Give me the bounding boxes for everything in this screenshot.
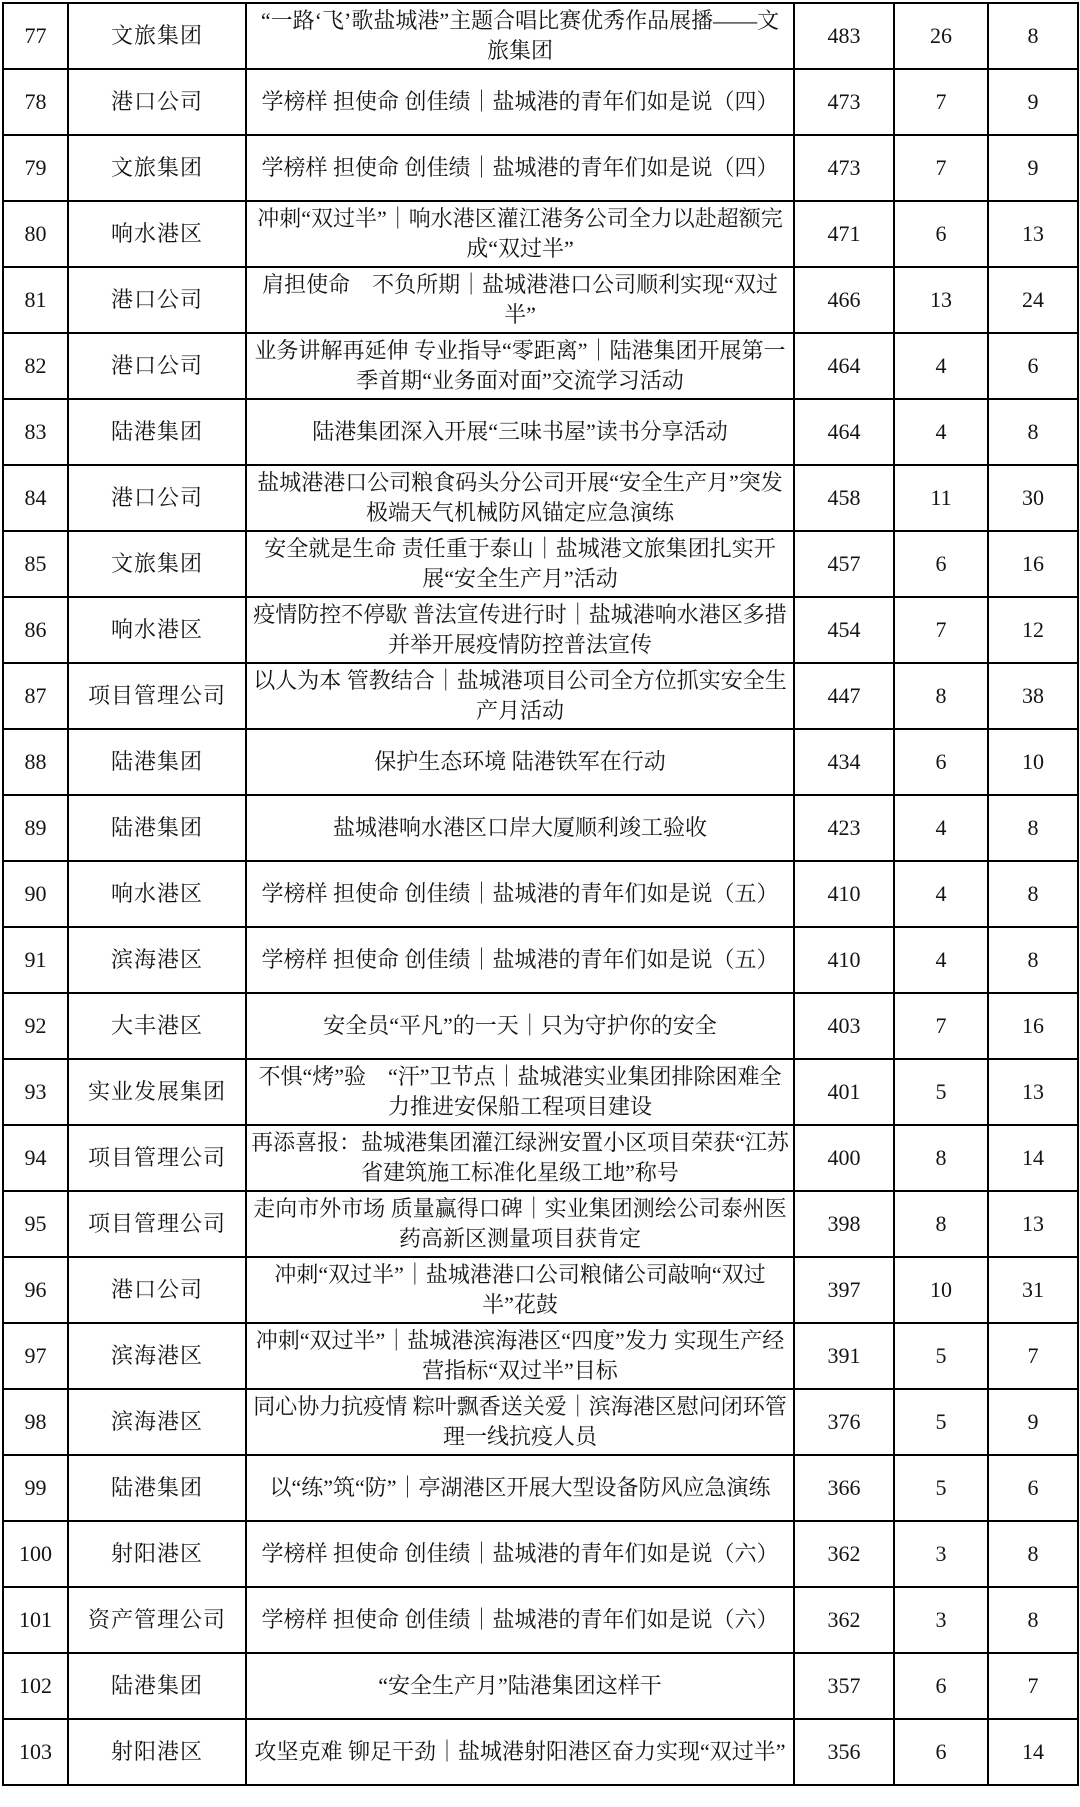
org-cell: 陆港集团: [68, 1455, 246, 1521]
likes-cell: 7: [894, 69, 988, 135]
org-cell: 资产管理公司: [68, 1587, 246, 1653]
views-cell: 473: [794, 135, 894, 201]
table-row: [3, 1587, 1078, 1653]
table-row: [3, 729, 1078, 795]
shares-cell: 24: [988, 267, 1078, 333]
org-cell: 响水港区: [68, 597, 246, 663]
rank-cell: 93: [3, 1059, 68, 1125]
views-cell: 356: [794, 1719, 894, 1785]
views-cell: 447: [794, 663, 894, 729]
likes-cell: 4: [894, 333, 988, 399]
views-cell: 376: [794, 1389, 894, 1455]
likes-cell: 11: [894, 465, 988, 531]
org-cell: 港口公司: [68, 267, 246, 333]
likes-cell: 7: [894, 135, 988, 201]
views-cell: 423: [794, 795, 894, 861]
title-cell: 学榜样 担使命 创佳绩｜盐城港的青年们如是说（五）: [246, 861, 794, 927]
table-row: [3, 3, 1078, 69]
org-cell: 响水港区: [68, 861, 246, 927]
table-row: [3, 399, 1078, 465]
shares-cell: 30: [988, 465, 1078, 531]
title-cell: “安全生产月”陆港集团这样干: [246, 1653, 794, 1719]
org-cell: 文旅集团: [68, 135, 246, 201]
shares-cell: 9: [988, 135, 1078, 201]
likes-cell: 26: [894, 3, 988, 69]
rank-cell: 80: [3, 201, 68, 267]
views-cell: 457: [794, 531, 894, 597]
table-row: [3, 69, 1078, 135]
views-cell: 466: [794, 267, 894, 333]
org-cell: 项目管理公司: [68, 1125, 246, 1191]
title-cell: 学榜样 担使命 创佳绩｜盐城港的青年们如是说（四）: [246, 135, 794, 201]
shares-cell: 8: [988, 795, 1078, 861]
table-row: [3, 597, 1078, 663]
title-cell: 盐城港港口公司粮食码头分公司开展“安全生产月”突发极端天气机械防风锚定应急演练: [246, 465, 794, 531]
article-stats-table: [2, 2, 1079, 1786]
table-row: [3, 861, 1078, 927]
likes-cell: 4: [894, 927, 988, 993]
org-cell: 陆港集团: [68, 399, 246, 465]
views-cell: 391: [794, 1323, 894, 1389]
shares-cell: 31: [988, 1257, 1078, 1323]
title-cell: 学榜样 担使命 创佳绩｜盐城港的青年们如是说（五）: [246, 927, 794, 993]
likes-cell: 6: [894, 201, 988, 267]
views-cell: 464: [794, 399, 894, 465]
title-cell: 安全员“平凡”的一天｜只为守护你的安全: [246, 993, 794, 1059]
org-cell: 射阳港区: [68, 1521, 246, 1587]
org-cell: 滨海港区: [68, 1389, 246, 1455]
shares-cell: 8: [988, 861, 1078, 927]
table-row: [3, 333, 1078, 399]
views-cell: 473: [794, 69, 894, 135]
title-cell: 学榜样 担使命 创佳绩｜盐城港的青年们如是说（四）: [246, 69, 794, 135]
rank-cell: 99: [3, 1455, 68, 1521]
org-cell: 陆港集团: [68, 795, 246, 861]
title-cell: “一路‘飞’歌盐城港”主题合唱比赛优秀作品展播——文旅集团: [246, 3, 794, 69]
title-cell: 肩担使命 不负所期｜盐城港港口公司顺利实现“双过半”: [246, 267, 794, 333]
rank-cell: 77: [3, 3, 68, 69]
rank-cell: 87: [3, 663, 68, 729]
rank-cell: 83: [3, 399, 68, 465]
likes-cell: 8: [894, 1125, 988, 1191]
shares-cell: 14: [988, 1719, 1078, 1785]
likes-cell: 4: [894, 399, 988, 465]
shares-cell: 6: [988, 1455, 1078, 1521]
rank-cell: 103: [3, 1719, 68, 1785]
likes-cell: 6: [894, 729, 988, 795]
title-cell: 以“练”筑“防”｜亭湖港区开展大型设备防风应急演练: [246, 1455, 794, 1521]
title-cell: 再添喜报：盐城港集团灌江绿洲安置小区项目荣获“江苏省建筑施工标准化星级工地”称号: [246, 1125, 794, 1191]
shares-cell: 38: [988, 663, 1078, 729]
views-cell: 362: [794, 1521, 894, 1587]
shares-cell: 6: [988, 333, 1078, 399]
rank-cell: 84: [3, 465, 68, 531]
likes-cell: 6: [894, 1653, 988, 1719]
table-row: [3, 1455, 1078, 1521]
views-cell: 403: [794, 993, 894, 1059]
likes-cell: 8: [894, 1191, 988, 1257]
title-cell: 学榜样 担使命 创佳绩｜盐城港的青年们如是说（六）: [246, 1521, 794, 1587]
views-cell: 434: [794, 729, 894, 795]
likes-cell: 6: [894, 531, 988, 597]
likes-cell: 7: [894, 597, 988, 663]
rank-cell: 102: [3, 1653, 68, 1719]
org-cell: 实业发展集团: [68, 1059, 246, 1125]
shares-cell: 8: [988, 927, 1078, 993]
title-cell: 疫情防控不停歇 普法宣传进行时｜盐城港响水港区多措并举开展疫情防控普法宣传: [246, 597, 794, 663]
views-cell: 357: [794, 1653, 894, 1719]
views-cell: 483: [794, 3, 894, 69]
org-cell: 港口公司: [68, 333, 246, 399]
table-row: [3, 201, 1078, 267]
table-row: [3, 1653, 1078, 1719]
shares-cell: 8: [988, 399, 1078, 465]
title-cell: 不惧“烤”验 “汗”卫节点｜盐城港实业集团排除困难全力推进安保船工程项目建设: [246, 1059, 794, 1125]
likes-cell: 5: [894, 1059, 988, 1125]
likes-cell: 5: [894, 1389, 988, 1455]
views-cell: 362: [794, 1587, 894, 1653]
likes-cell: 5: [894, 1455, 988, 1521]
table-row: [3, 993, 1078, 1059]
rank-cell: 101: [3, 1587, 68, 1653]
table-row: [3, 1323, 1078, 1389]
likes-cell: 3: [894, 1587, 988, 1653]
table-row: [3, 1521, 1078, 1587]
org-cell: 项目管理公司: [68, 663, 246, 729]
views-cell: 366: [794, 1455, 894, 1521]
rank-cell: 95: [3, 1191, 68, 1257]
org-cell: 陆港集团: [68, 1653, 246, 1719]
views-cell: 397: [794, 1257, 894, 1323]
likes-cell: 4: [894, 861, 988, 927]
org-cell: 射阳港区: [68, 1719, 246, 1785]
shares-cell: 14: [988, 1125, 1078, 1191]
rank-cell: 89: [3, 795, 68, 861]
views-cell: 410: [794, 927, 894, 993]
table-row: [3, 267, 1078, 333]
org-cell: 文旅集团: [68, 531, 246, 597]
views-cell: 464: [794, 333, 894, 399]
table-row: [3, 1719, 1078, 1785]
table-row: [3, 465, 1078, 531]
views-cell: 410: [794, 861, 894, 927]
shares-cell: 13: [988, 201, 1078, 267]
shares-cell: 16: [988, 531, 1078, 597]
rank-cell: 82: [3, 333, 68, 399]
views-cell: 398: [794, 1191, 894, 1257]
org-cell: 文旅集团: [68, 3, 246, 69]
rank-cell: 98: [3, 1389, 68, 1455]
likes-cell: 7: [894, 993, 988, 1059]
org-cell: 响水港区: [68, 201, 246, 267]
org-cell: 陆港集团: [68, 729, 246, 795]
table-row: [3, 663, 1078, 729]
likes-cell: 8: [894, 663, 988, 729]
table-row: [3, 1191, 1078, 1257]
org-cell: 港口公司: [68, 465, 246, 531]
shares-cell: 10: [988, 729, 1078, 795]
title-cell: 学榜样 担使命 创佳绩｜盐城港的青年们如是说（六）: [246, 1587, 794, 1653]
shares-cell: 8: [988, 1521, 1078, 1587]
likes-cell: 3: [894, 1521, 988, 1587]
title-cell: 攻坚克难 铆足干劲｜盐城港射阳港区奋力实现“双过半”: [246, 1719, 794, 1785]
table-row: [3, 795, 1078, 861]
views-cell: 400: [794, 1125, 894, 1191]
likes-cell: 10: [894, 1257, 988, 1323]
views-cell: 458: [794, 465, 894, 531]
org-cell: 滨海港区: [68, 927, 246, 993]
table-row: [3, 1389, 1078, 1455]
title-cell: 业务讲解再延伸 专业指导“零距离”｜陆港集团开展第一季首期“业务面对面”交流学习活动: [246, 333, 794, 399]
org-cell: 大丰港区: [68, 993, 246, 1059]
title-cell: 安全就是生命 责任重于泰山｜盐城港文旅集团扎实开展“安全生产月”活动: [246, 531, 794, 597]
rank-cell: 94: [3, 1125, 68, 1191]
views-cell: 401: [794, 1059, 894, 1125]
title-cell: 冲刺“双过半”｜响水港区灌江港务公司全力以赴超额完成“双过半”: [246, 201, 794, 267]
rank-cell: 96: [3, 1257, 68, 1323]
rank-cell: 81: [3, 267, 68, 333]
table-body: [3, 3, 1078, 1785]
table-row: [3, 927, 1078, 993]
likes-cell: 5: [894, 1323, 988, 1389]
rank-cell: 88: [3, 729, 68, 795]
rank-cell: 100: [3, 1521, 68, 1587]
rank-cell: 85: [3, 531, 68, 597]
table-row: [3, 135, 1078, 201]
shares-cell: 8: [988, 3, 1078, 69]
rank-cell: 79: [3, 135, 68, 201]
shares-cell: 7: [988, 1323, 1078, 1389]
rank-cell: 91: [3, 927, 68, 993]
table-row: [3, 531, 1078, 597]
likes-cell: 4: [894, 795, 988, 861]
title-cell: 冲刺“双过半”｜盐城港滨海港区“四度”发力 实现生产经营指标“双过半”目标: [246, 1323, 794, 1389]
shares-cell: 12: [988, 597, 1078, 663]
title-cell: 冲刺“双过半”｜盐城港港口公司粮储公司敲响“双过半”花鼓: [246, 1257, 794, 1323]
org-cell: 滨海港区: [68, 1323, 246, 1389]
likes-cell: 13: [894, 267, 988, 333]
table-row: [3, 1125, 1078, 1191]
rank-cell: 86: [3, 597, 68, 663]
title-cell: 走向市外市场 质量赢得口碑｜实业集团测绘公司泰州医药高新区测量项目获肯定: [246, 1191, 794, 1257]
org-cell: 项目管理公司: [68, 1191, 246, 1257]
shares-cell: 13: [988, 1191, 1078, 1257]
title-cell: 保护生态环境 陆港铁军在行动: [246, 729, 794, 795]
shares-cell: 9: [988, 1389, 1078, 1455]
shares-cell: 9: [988, 69, 1078, 135]
rank-cell: 90: [3, 861, 68, 927]
views-cell: 471: [794, 201, 894, 267]
table-row: [3, 1059, 1078, 1125]
likes-cell: 6: [894, 1719, 988, 1785]
shares-cell: 13: [988, 1059, 1078, 1125]
title-cell: 陆港集团深入开展“三味书屋”读书分享活动: [246, 399, 794, 465]
views-cell: 454: [794, 597, 894, 663]
rank-cell: 78: [3, 69, 68, 135]
org-cell: 港口公司: [68, 1257, 246, 1323]
table-row: [3, 1257, 1078, 1323]
org-cell: 港口公司: [68, 69, 246, 135]
shares-cell: 7: [988, 1653, 1078, 1719]
title-cell: 盐城港响水港区口岸大厦顺利竣工验收: [246, 795, 794, 861]
title-cell: 以人为本 管教结合｜盐城港项目公司全方位抓实安全生产月活动: [246, 663, 794, 729]
shares-cell: 8: [988, 1587, 1078, 1653]
rank-cell: 92: [3, 993, 68, 1059]
shares-cell: 16: [988, 993, 1078, 1059]
title-cell: 同心协力抗疫情 粽叶飘香送关爱｜滨海港区慰问闭环管理一线抗疫人员: [246, 1389, 794, 1455]
rank-cell: 97: [3, 1323, 68, 1389]
